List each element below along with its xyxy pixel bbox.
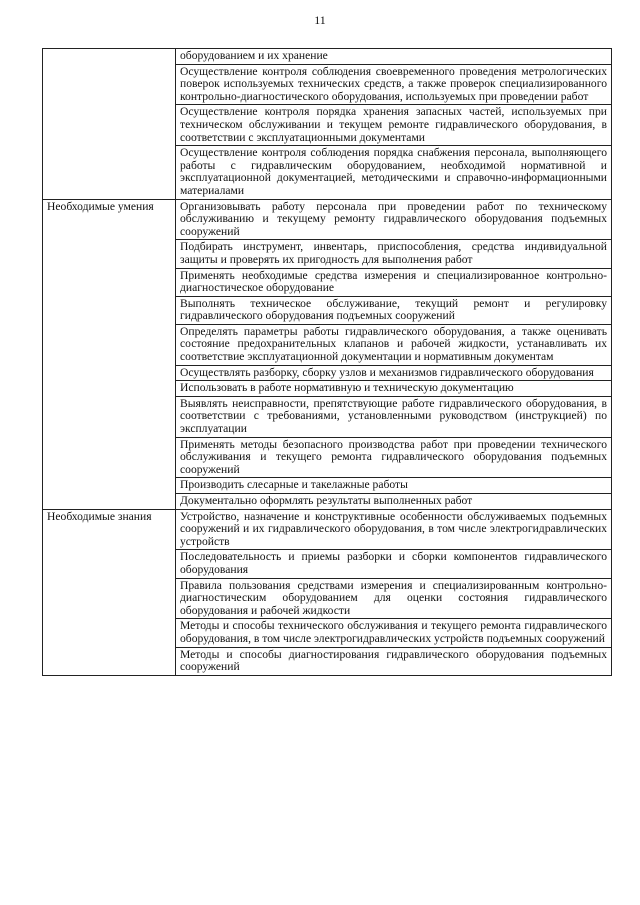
requirement-item: Подбирать инструмент, инвентарь, приспособления, средства индивидуальной защиты и проверять их пригодность для выполнения работ <box>176 240 612 268</box>
requirement-item: Организовывать работу персонала при проведении работ по техническому обслуживанию и текущему ремонту гидравлического оборудования подъемных сооружений <box>176 199 612 240</box>
table-row <box>43 199 612 240</box>
table-row <box>43 509 612 550</box>
requirement-item: Производить слесарные и такелажные работы <box>176 478 612 494</box>
requirement-item: Выполнять техническое обслуживание, текущий ремонт и регулировку гидравлического оборудования подъемных сооружений <box>176 296 612 324</box>
section-label: Необходимые знания <box>43 509 176 675</box>
section-label <box>43 49 176 200</box>
table-row <box>43 49 612 65</box>
requirement-item: Последовательность и приемы разборки и сборки компонентов гидравлического оборудования <box>176 550 612 578</box>
requirement-item: Применять методы безопасного производства работ при проведении технического обслуживания и текущего ремонта гидравлического оборудования подъемных сооружений <box>176 437 612 478</box>
requirement-item: Определять параметры работы гидравлического оборудования, а также оценивать состояние предохранительных клапанов и рабочей жидкости, устанавливать их соответствие эксплуатационной документации и нормативным документам <box>176 324 612 365</box>
requirement-item: Устройство, назначение и конструктивные особенности обслуживаемых подъемных сооружений и их гидравлического оборудования, в том числе электрогидравлических устройств <box>176 509 612 550</box>
requirement-item: Применять необходимые средства измерения и специализированное контрольно-диагностическое оборудование <box>176 268 612 296</box>
requirement-item: Осуществление контроля порядка хранения запасных частей, используемых при техническом обслуживании и текущем ремонте гидравлического оборудования, в соответствии с эксплуатационными документами <box>176 105 612 146</box>
requirement-item: Документально оформлять результаты выполненных работ <box>176 494 612 510</box>
section-label: Необходимые умения <box>43 199 176 509</box>
requirement-item: Методы и способы диагностирования гидравлического оборудования подъемных сооружений <box>176 647 612 675</box>
requirement-item: Правила пользования средствами измерения и специализированным контрольно-диагностическим оборудованием для оценки состояния гидравлического оборудования и рабочей жидкости <box>176 578 612 619</box>
requirement-item: Использовать в работе нормативную и техническую документацию <box>176 381 612 397</box>
requirement-item: Осуществлять разборку, сборку узлов и механизмов гидравлического оборудования <box>176 365 612 381</box>
requirement-item: Методы и способы технического обслуживания и текущего ремонта гидравлического оборудования, в том числе электрогидравлических устройств подъемных сооружений <box>176 619 612 647</box>
requirements-table <box>42 48 612 676</box>
requirement-item: Осуществление контроля соблюдения порядка снабжения персонала, выполняющего работы с гидравлическим оборудованием, необходимой нормативной и эксплуатационной документацией, методическими и справочно-информационными материалами <box>176 146 612 199</box>
requirement-item: Выявлять неисправности, препятствующие работе гидравлического оборудования, в соответствии с требованиями, установленными руководством (инструкцией) по эксплуатации <box>176 396 612 437</box>
table-body <box>43 49 612 676</box>
requirement-item: оборудованием и их хранение <box>176 49 612 65</box>
requirement-item: Осуществление контроля соблюдения своевременного проведения метрологических поверок используемых технических средств, а также проверок специализированного контрольно-диагностического оборудования, используемых при проведении работ <box>176 64 612 105</box>
page-number: 11 <box>314 13 326 27</box>
